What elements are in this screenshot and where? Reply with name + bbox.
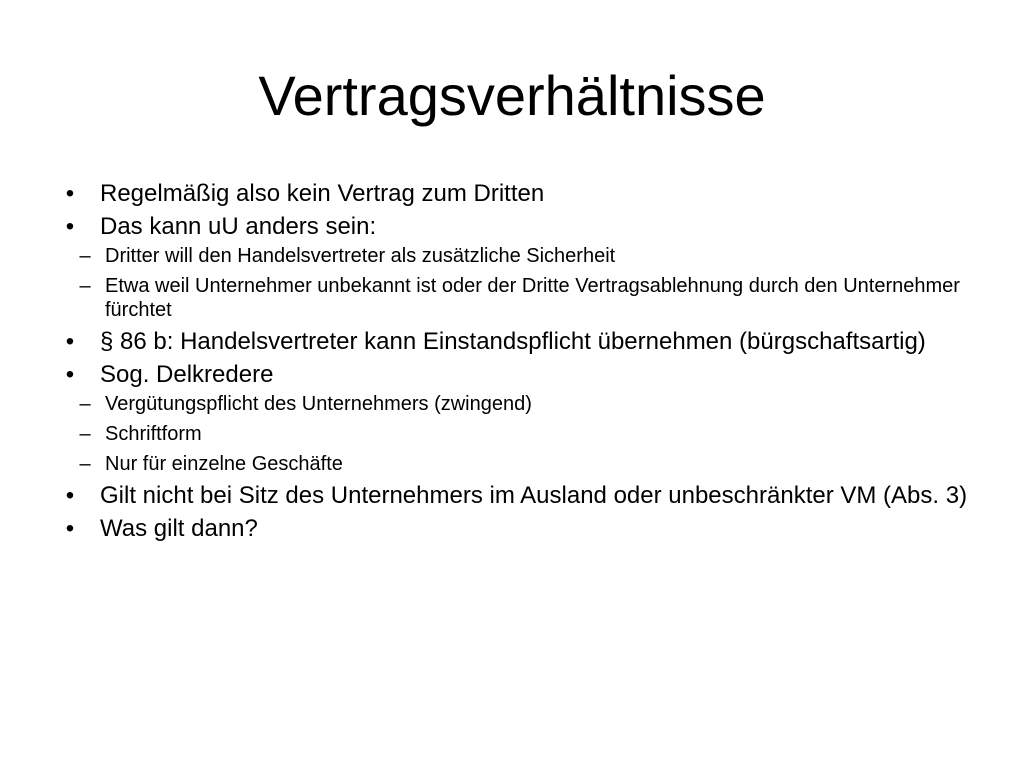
bullet-marker: •	[65, 328, 75, 355]
bullet-text: Sog. Delkredere	[100, 361, 274, 388]
sub-bullet-item	[60, 274, 980, 322]
bullet-text: § 86 b: Handelsvertreter kann Einstandspflicht übernehmen (bürgschaftsartig)	[100, 328, 926, 355]
bullet-item	[60, 328, 980, 355]
sub-bullet-list	[79, 244, 980, 322]
bullet-marker: •	[65, 515, 75, 542]
bullet-text: Regelmäßig also kein Vertrag zum Dritten	[100, 180, 545, 207]
sub-bullet-text: Dritter will den Handelsvertreter als zusätzliche Sicherheit	[105, 245, 616, 267]
bullet-item	[60, 482, 980, 509]
bullet-text: Gilt nicht bei Sitz des Unternehmers im Ausland oder unbeschränkter VM (Abs. 3)	[100, 482, 968, 509]
bullet-item	[60, 361, 980, 476]
sub-bullet-marker: –	[79, 393, 91, 415]
bullet-item	[60, 515, 980, 542]
sub-bullet-text: Etwa weil Unternehmer unbekannt ist oder der Dritte Vertragsablehnung durch den Unternehmer fürchtet	[105, 275, 960, 321]
bullet-marker: •	[65, 213, 75, 240]
bullet-marker: •	[65, 180, 75, 207]
bullet-marker: •	[65, 361, 75, 388]
bullet-item	[60, 180, 980, 207]
sub-bullet-text: Vergütungspflicht des Unternehmers (zwingend)	[105, 393, 532, 415]
sub-bullet-marker: –	[79, 245, 91, 267]
sub-bullet-marker: –	[79, 423, 91, 445]
bullet-item	[60, 213, 980, 322]
bullet-marker: •	[65, 482, 75, 509]
sub-bullet-list	[79, 392, 980, 476]
slide-title: Vertragsverhältnisse	[258, 64, 766, 127]
sub-bullet-text: Nur für einzelne Geschäfte	[105, 453, 343, 475]
sub-bullet-item	[60, 452, 980, 476]
sub-bullet-item	[60, 422, 980, 446]
sub-bullet-marker: –	[79, 453, 91, 475]
sub-bullet-marker: –	[79, 275, 91, 297]
sub-bullet-text: Schriftform	[105, 423, 202, 445]
bullet-text: Das kann uU anders sein:	[100, 213, 377, 240]
bullet-text: Was gilt dann?	[100, 515, 258, 542]
sub-bullet-item	[60, 244, 980, 268]
bullet-list	[60, 180, 980, 548]
sub-bullet-item	[60, 392, 980, 416]
